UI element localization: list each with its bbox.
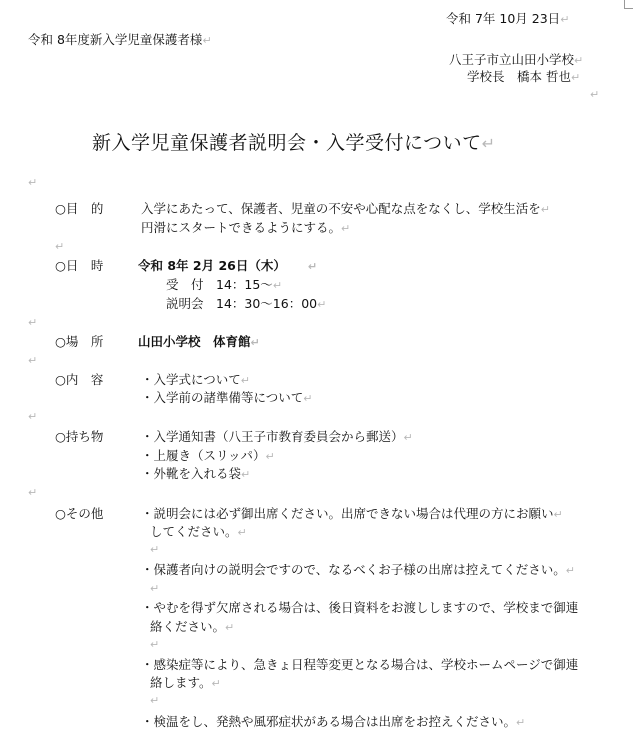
- paragraph-mark: ↵: [150, 694, 160, 707]
- belongings-line-2: ・上履き（スリッパ）↵: [141, 448, 275, 463]
- other-bullet-2: ・保護者向けの説明会ですので、なるべくお子様の出席は控えてください。↵: [141, 562, 575, 577]
- page-corner-mark: [624, 0, 633, 9]
- content-line-2: ・入学前の諸準備等について↵: [141, 390, 313, 405]
- datetime-label: ○日 時: [55, 258, 104, 273]
- other-bullet-3-cont: 絡ください。↵: [150, 619, 235, 634]
- purpose-line-2: 円滑にスタートできるようにする。↵: [141, 220, 351, 235]
- other-bullet-5: ・検温をし、発熱や風邪症状がある場合は出席をお控えください。↵: [141, 714, 526, 729]
- belongings-line-3: ・外靴を入れる袋↵: [141, 466, 251, 481]
- paragraph-mark: ↵: [28, 176, 38, 189]
- content-label: ○内 容: [55, 372, 104, 387]
- other-bullet-1-cont: してください。↵: [150, 524, 247, 539]
- event-date: 令和 8年 2月 26日（木） ↵: [138, 258, 318, 273]
- paragraph-mark: ↵: [28, 486, 38, 499]
- paragraph-mark: ↵: [28, 410, 38, 423]
- paragraph-mark: ↵: [150, 638, 160, 651]
- reception-time: 受 付 14：15～↵: [166, 277, 283, 292]
- purpose-line-1: 入学にあたって、保護者、児童の不安や心配な点をなくし、学校生活を↵: [141, 201, 550, 216]
- place-label: ○場 所: [55, 334, 104, 349]
- paragraph-mark: ↵: [28, 316, 38, 329]
- purpose-label: ○目 的: [55, 201, 104, 216]
- place-value: 山田小学校 体育館↵: [138, 334, 260, 349]
- paragraph-mark: ↵: [150, 582, 160, 595]
- document-title: 新入学児童保護者説明会・入学受付について↵: [92, 132, 496, 154]
- school-name: 八王子市立山田小学校↵: [449, 52, 584, 67]
- principal-name: 学校長 橋本 哲也↵: [467, 69, 581, 84]
- other-bullet-4: ・感染症等により、急きょ日程等変更となる場合は、学校ホームページで御連: [141, 657, 579, 672]
- content-line-1: ・入学式について↵: [141, 372, 250, 387]
- other-label: ○その他: [55, 506, 104, 521]
- paragraph-mark: ↵: [150, 543, 160, 556]
- other-bullet-3: ・やむを得ず欠席される場合は、後日資料をお渡ししますので、学校まで御連: [141, 600, 579, 615]
- paragraph-mark: ↵: [590, 88, 600, 101]
- other-bullet-4-cont: 絡します。↵: [150, 675, 221, 690]
- paragraph-mark: ↵: [55, 240, 65, 253]
- session-time: 説明会 14：30～16：00↵: [166, 296, 327, 311]
- paragraph-mark: ↵: [28, 354, 38, 367]
- belongings-label: ○持ち物: [55, 429, 104, 444]
- other-bullet-1: ・説明会には必ず御出席ください。出席できない場合は代理の方にお願い↵: [141, 506, 563, 521]
- addressee: 令和 8年度新入学児童保護者様↵: [28, 32, 212, 47]
- issue-date: 令和 7年 10月 23日↵: [446, 11, 570, 26]
- belongings-line-1: ・入学通知書（八王子市教育委員会から郵送）↵: [141, 429, 413, 444]
